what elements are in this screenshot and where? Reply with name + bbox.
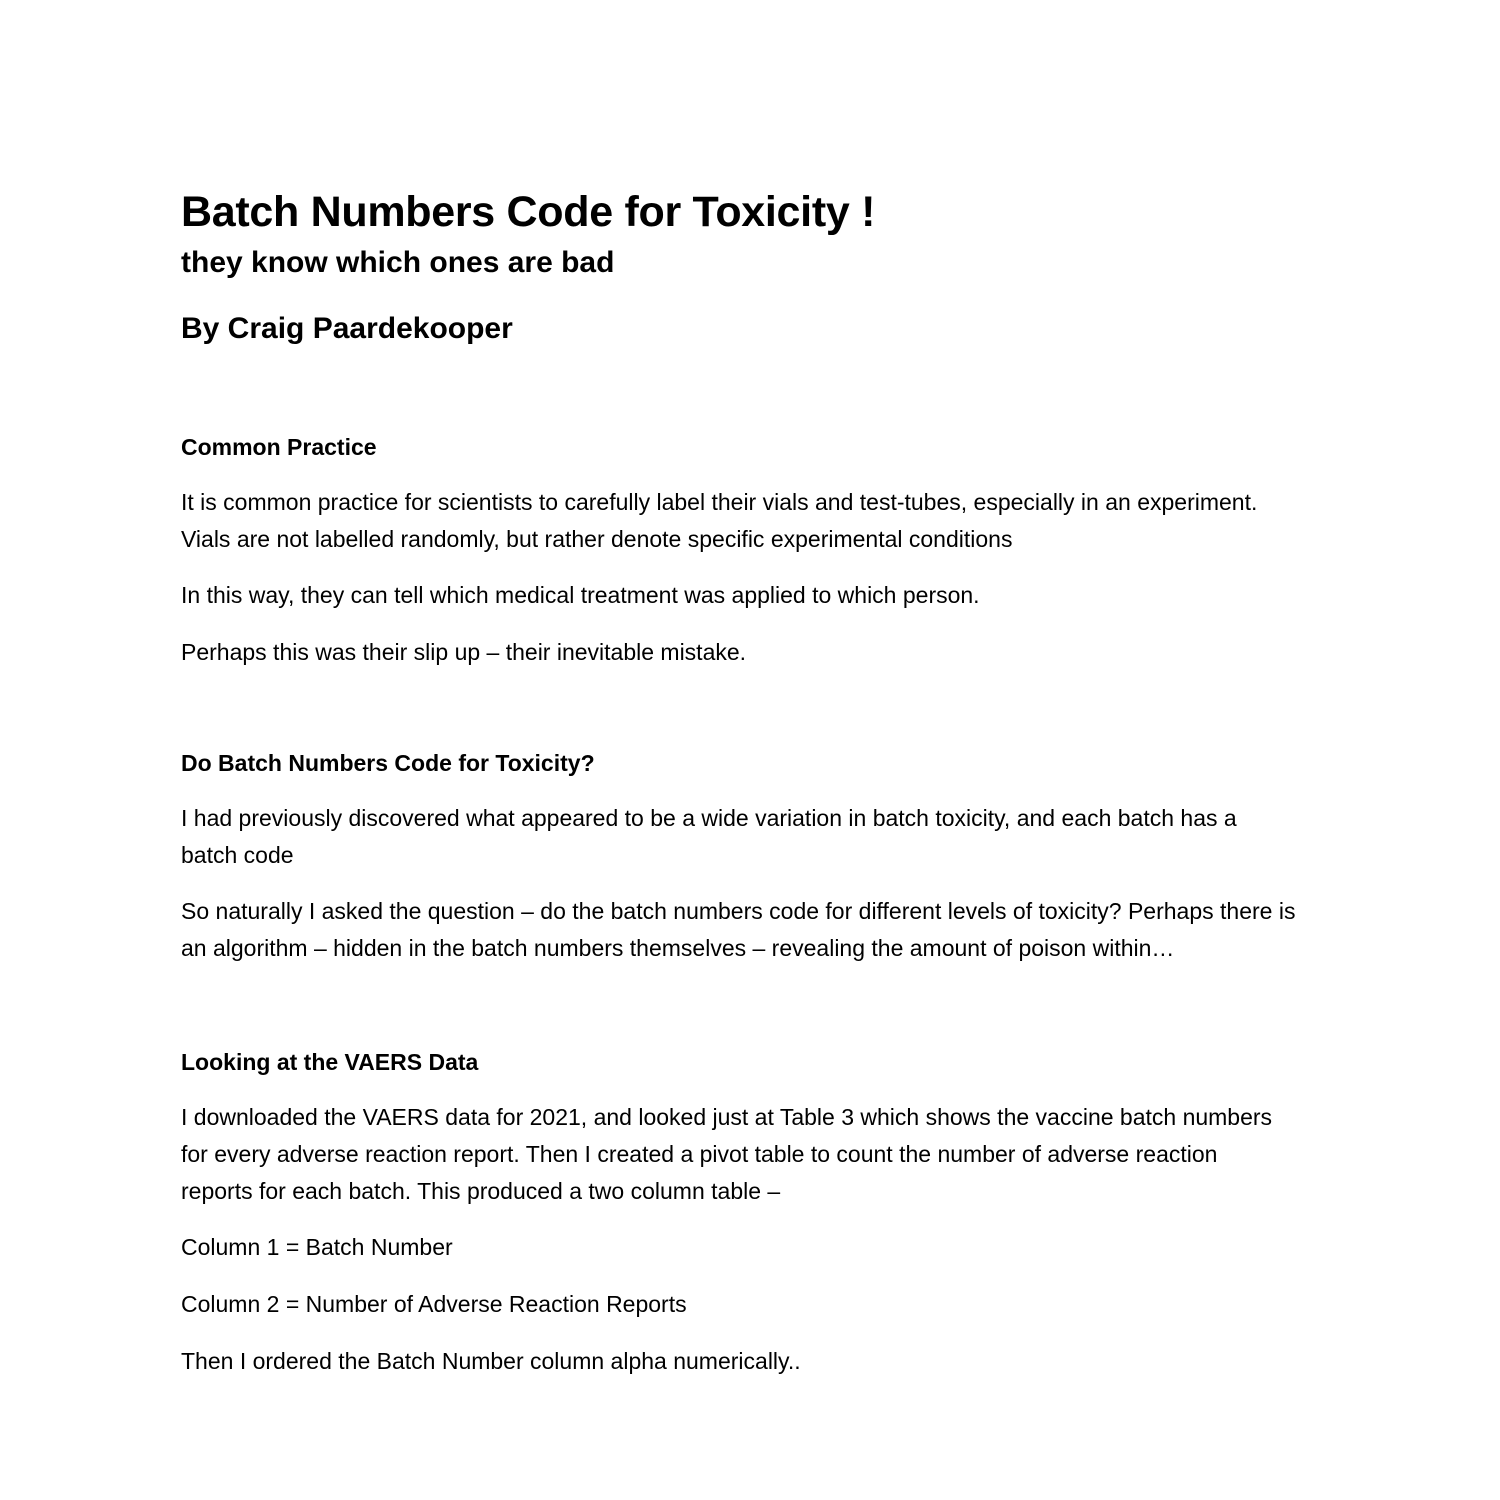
document-subtitle: they know which ones are bad bbox=[181, 246, 615, 279]
paragraph: Perhaps this was their slip up – their inevitable mistake. bbox=[181, 639, 747, 665]
section-heading: Looking at the VAERS Data bbox=[181, 1049, 479, 1075]
paragraph: In this way, they can tell which medical treatment was applied to which person. bbox=[181, 582, 980, 608]
section-vaers-data bbox=[181, 1047, 1321, 1380]
document-body bbox=[181, 186, 1321, 1380]
document-title: Batch Numbers Code for Toxicity ! bbox=[181, 188, 876, 236]
paragraph: I had previously discovered what appeared to be a wide variation in batch toxicity, and each batch has a batch code bbox=[181, 805, 1237, 868]
section-batch-numbers bbox=[181, 748, 1321, 967]
paragraph: Column 1 = Batch Number bbox=[181, 1234, 453, 1260]
paragraph: I downloaded the VAERS data for 2021, and looked just at Table 3 which shows the vaccine batch numbers for every adverse reaction report. Then I created a pivot table to count the number of adverse reaction reports for each batch. This produced a two column table – bbox=[181, 1104, 1273, 1204]
paragraph: Then I ordered the Batch Number column alpha numerically.. bbox=[181, 1348, 801, 1374]
paragraph: So naturally I asked the question – do the batch numbers code for different levels of toxicity? Perhaps there is an algorithm – hidden in the batch numbers themselves – revealing the amount of poison within… bbox=[181, 898, 1296, 961]
document-byline: By Craig Paardekooper bbox=[181, 312, 513, 345]
section-heading: Common Practice bbox=[181, 434, 377, 460]
paragraph: Column 2 = Number of Adverse Reaction Reports bbox=[181, 1291, 687, 1317]
section-common-practice bbox=[181, 432, 1321, 671]
paragraph: It is common practice for scientists to carefully label their vials and test-tubes, especially in an experiment. Vials are not labelled randomly, but rather denote specific experimental conditions bbox=[181, 489, 1258, 552]
section-heading: Do Batch Numbers Code for Toxicity? bbox=[181, 750, 595, 776]
